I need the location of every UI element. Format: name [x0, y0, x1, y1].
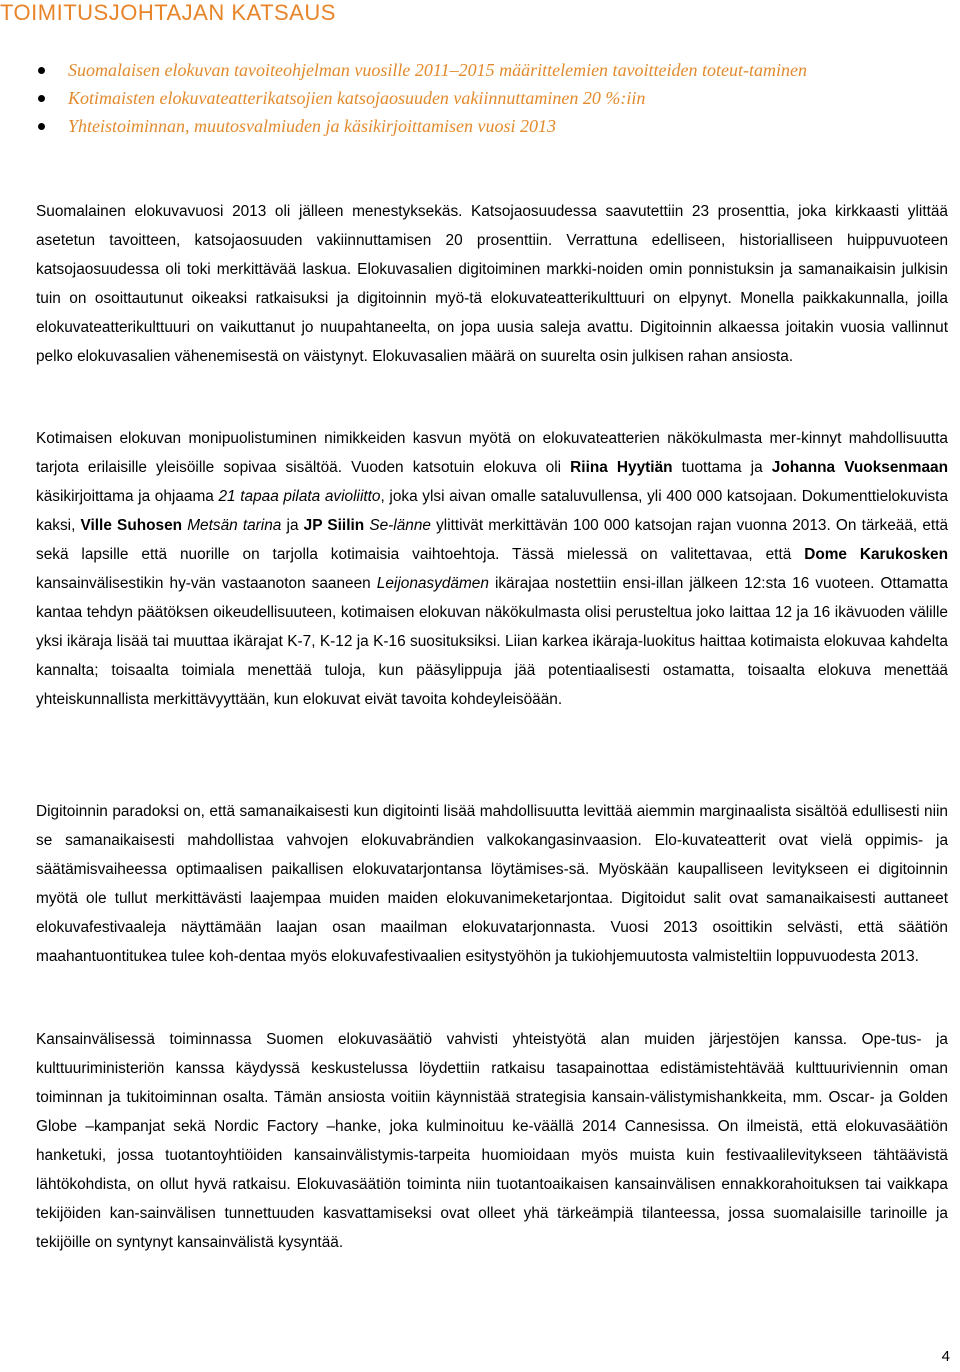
goal-text: Suomalaisen elokuvan tavoiteohjelman vuosille 2011–2015 määrittelemien tavoitteiden toteut-taminen	[68, 60, 808, 80]
goal-item	[36, 84, 948, 112]
person-name: Dome Karukosken	[804, 546, 948, 563]
text-run: tuottama ja	[672, 459, 772, 476]
person-name: JP Siilin	[303, 517, 365, 534]
paragraph-digitization: Digitoinnin paradoksi on, että samanaikaisesti kun digitointi lisää mahdollisuutta levittää aiemmin marginaalista sisältöä edullisesti niin se samanaikaisesti mahdollistaa vahvojen elokuvabrändien valkokangasinvaasion. Elo-kuvateatterit ovat vielä oppimis- ja säätämisvaiheessa optimaalisen paikallisen elokuvatarjontansa löytämises-sä. Myöskään kaupalliseen levitykseen ei digitoinnin myötä ole tullut merkittävästi laajempaa muiden maiden elokuvanimeketarjontaa. Digitoidut salit ovat samanaikaisesti auttaneet elokuvafestivaaleja näyttämään laajan osan maailman elokuvatarjonnasta. Vuosi 2013 osoittikin selvästi, että säätiön maahantuontitukea tulee koh-dentaa myös elokuvafestivaalien esitystyöhön ja tukiohjemuutosta valmisteltiin loppuvuodesta 2013.	[36, 803, 948, 965]
person-name: Ville Suhosen	[80, 517, 183, 534]
page-title: TOIMITUSJOHTAJAN KATSAUS	[0, 0, 336, 25]
bullet-icon	[38, 67, 45, 74]
film-title: Se-länne	[369, 517, 431, 534]
text-run: , joka ylsi aivan omalle sataluvullensa, yli 400 000 katsojaan. Dokumenttielokuvista kaksi,	[36, 488, 949, 534]
text-run: ylittivät merkittävän 100 000 katsojan rajan vuonna 2013. On tärkeää, että sekä lapsille että nuorille on tarjolla kotimaisia vaihtoehtoja. Tässä mielessä on valitettavaa, että	[36, 517, 949, 563]
goal-item	[36, 112, 948, 140]
person-name: Johanna Vuoksenmaan	[771, 459, 948, 476]
film-title: Metsän tarina	[187, 517, 282, 534]
text-run: ikärajaa nostettiin ensi-illan jälkeen 12:sta 16 vuoteen. Ottamatta kantaa tehdyn päätöksen oikeudellisuuteen, kotimaisen elokuvan näkökulmasta olisi perusteltua joko laittaa 12 ja 16 ikävuoden välille yksi ikäraja lisää tai muuttaa ikärajat K-7, K-12 ja K-16 suosituksiksi. Liian karkea ikäraja-luokitus haittaa kotimaista elokuvaa kahdelta kannalta; toisaalta toimiala menettää tuloja, kun pääsylippuja jää potentiaalisesti ostamatta, toisaalta elokuva menettää yhteiskunnallista merkittävyyttään, kun elokuvat eivät tavoita kohdeyleisöään.	[36, 575, 948, 708]
paragraph-film-year: Suomalainen elokuvavuosi 2013 oli jälleen menestyksekäs. Katsojaosuudessa saavutettiin 23 prosenttia, joka kirkkaasti ylittää asetetun tavoitteen, katsojaosuuden vakiinnuttamisen 20 prosenttiin. Verrattuna edelliseen, historialliseen huippuvuoteen katsojaosuudessa oli toki merkittävää laskua. Elokuvasalien digitoiminen markki-noiden omin ponnistuksin ja samanaikaisin julkisin tuin on osoittautunut oikeaksi ratkaisuksi ja digitoinnin myö-tä elokuvateatterikulttuuri on elpynyt. Monella paikkakunnalla, joilla elokuvateatterikulttuuri on vaikuttanut jo nuupahtaneelta, on jopa uusia saleja avattu. Digitoinnin alkaessa joitakin vuosia vallinnut pelko elokuvasalien vähenemisestä on väistynyt. Elokuvasalien määrä on suurelta osin julkisen rahan ansiosta.	[36, 203, 948, 365]
person-name: Riina Hyytiän	[570, 459, 673, 476]
film-title: Leijonasydämen	[376, 575, 489, 592]
bullet-icon	[38, 123, 45, 130]
paragraph-domestic-films	[36, 424, 948, 714]
bullet-icon	[38, 95, 45, 102]
goals-list	[36, 56, 948, 140]
text-run: kansainvälisestikin hy-vän vastaanoton saaneen	[36, 575, 377, 592]
text-run: käsikirjoittama ja ohjaama	[36, 488, 219, 505]
goal-item	[36, 56, 948, 84]
goal-text: Yhteistoiminnan, muutosvalmiuden ja käsikirjoittamisen vuosi 2013	[68, 116, 556, 136]
goal-text: Kotimaisten elokuvateatterikatsojien katsojaosuuden vakiinnuttaminen 20 %:iin	[68, 88, 646, 108]
film-title: 21 tapaa pilata avioliitto	[218, 488, 381, 505]
text-run: ja	[281, 517, 304, 534]
text-run: Kotimaisen elokuvan monipuolistuminen nimikkeiden kasvun myötä on elokuvateatterien näkökulmasta mer-kinnyt mahdollisuutta tarjota erilaisille yleisöille sopivaa sisältöä. Vuoden katsotuin elokuva oli	[36, 430, 948, 476]
paragraph-international: Kansainvälisessä toiminnassa Suomen elokuvasäätiö vahvisti yhteistyötä alan muiden järjestöjen kanssa. Ope-tus- ja kulttuuriministeriön kanssa käydyssä keskustelussa löydettiin ratkaisu tasapainottaa edistämistehtävää kulttuuriviennin oman toiminnan ja tukitoiminnan osalta. Tämän ansiosta voitiin käynnistää strategisia kansain-välistymishankkeita, mm. Oscar- ja Golden Globe –kampanjat sekä Nordic Factory –hanke, joka kulminoituu ke-väällä 2014 Cannesissa. On ilmeistä, että elokuvasäätiön hanketuki, jossa tuotantoyhtiöiden kansainvälistymis-tarpeita huomioidaan myös muista kuin festivaalilevitykseen tähtäävistä lähtökohdista, on ollut hyvä ratkaisu. Elokuvasäätiön toiminta niin tuotantoaikaisen kansainvälisen ennakkorahoituksen tai vaikkapa tekijöiden kan-sainvälisen tunnettuuden kasvattamiseksi ovat olleet yhä tärkeämpiä tilanteessa, jossa suomalaisille tarinoille ja tekijöille on syntynyt kansainvälistä kysyntää.	[36, 1031, 948, 1251]
page-number: 4	[941, 1348, 950, 1365]
